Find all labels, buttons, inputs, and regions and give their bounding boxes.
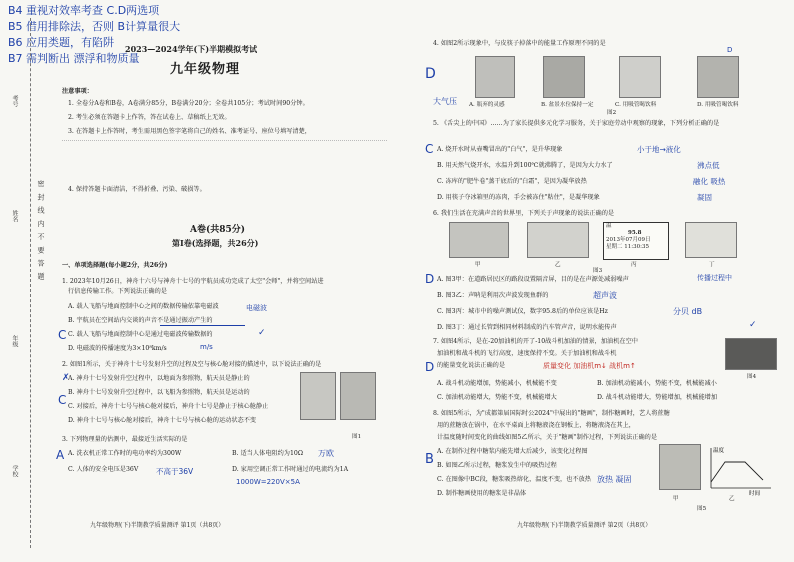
q2-option-b: B. 神舟十七号发射升空过程中，以飞船为参照物，航天员是运动的: [68, 389, 250, 396]
q1-option-b: B. 宇航员在空间站内交谈的声音不是通过振动产生的: [68, 317, 213, 324]
note-2: 2. 考生必须在答题卡上作答，答在试卷上、草稿纸上无效。: [68, 114, 231, 121]
chart-x-label: 时间: [749, 491, 761, 496]
q5-option-b: B. 用天然气烧开水，水温升到100℃就沸腾了，是因为大力水了: [437, 162, 613, 169]
subject-title: 九年级物理: [170, 62, 241, 77]
label-xingming: 姓名: [11, 210, 18, 222]
footer-right: 九年级物理(下)半期教学质量测评 第2页（共8页）: [517, 522, 652, 529]
q5-note-2: 沸点低: [697, 161, 720, 170]
q5-note-4: 凝固: [697, 193, 712, 202]
q3-stem: 3. 下列物理量的估测中，最接近生活实际的是: [62, 436, 188, 443]
q4-option-b: B. 盆景水位保持一定: [541, 102, 594, 108]
fig3-label-b: 乙: [555, 262, 561, 268]
q4-answer: D: [425, 66, 436, 82]
q7-answer: D: [425, 360, 435, 374]
q8-stem: 8. 如图5所示，为"成都第届国际时公2024"中展出的"糖画"，制作糖画时，艺人将蔗糖: [433, 410, 670, 417]
q8-option-d: D. 制作糖画使用的糖浆是非晶体: [437, 490, 527, 497]
fig3-label-d: 丁: [709, 262, 715, 268]
fig5-caption: 图5: [697, 506, 707, 512]
fig2-suction: [619, 56, 661, 98]
meter-line-4: 星期二 11:30:35: [606, 244, 649, 250]
q6-stem: 6. 我们生活在充满声音的世界里，下列关于声现象的说法正确的是: [433, 210, 615, 217]
q7-option-c: C. 加油机动能增大，势能不变，机械能增大: [437, 394, 557, 401]
chart-title: 温度: [713, 448, 725, 454]
fig2-straw: [697, 56, 739, 98]
fig3-barrier: [449, 222, 509, 258]
q6-option-b: B. 图3乙：声呐是利用次声波发现鱼群的: [437, 292, 549, 299]
q8-option-c: C. 在图像中BC段，糖浆吸热熔化，温度不变，也不放热: [437, 476, 591, 483]
q2-option-d: D. 神舟十七号与核心舱对接后，神舟十七号与核心舱的运动状态不变: [68, 417, 257, 424]
cross-mark: ✗: [62, 373, 70, 383]
q3-note-c: 不高于36V: [156, 467, 194, 476]
q2-stem: 2. 如图1所示，关于神舟十七号发射升空的过程及空与核心舱对接的描述中，以下说法正确的是: [62, 361, 322, 368]
q1-underline: [160, 325, 245, 326]
q6-note-c: 分贝 dB: [673, 307, 703, 316]
check-mark: ✓: [258, 328, 266, 338]
section-a-title: A卷(共85分): [190, 225, 246, 235]
fig3-pipe: [685, 222, 737, 258]
q5-answer: C: [425, 142, 434, 156]
q1-option-d: D. 电磁波的传播速度为3×10⁸km/s: [68, 345, 167, 352]
q5-option-d: D. 用筷子夺冰箱里的冻肉，手会被冻住"粘住"，是凝华现象: [437, 194, 600, 201]
fig2-caption: 图2: [607, 110, 617, 116]
check-mark: ✓: [749, 320, 757, 330]
q5-note-3: 融化 吸热: [693, 177, 726, 186]
fig4-caption: 图4: [747, 374, 757, 380]
q4-note-d: D: [727, 46, 733, 54]
q7-stem: 7. 如图4所示，是在-20加油机的开了-10战斗机加油的情景，加油机在空中: [433, 338, 638, 345]
meter-line-3: 2013年07月09日: [606, 237, 651, 243]
figure-rocket: [300, 372, 336, 420]
q7-option-b: B. 加油机动能减小，势能不变，机械能减小: [597, 380, 717, 387]
handwritten-note-4: B7 需判断出 漂浮和物质量: [8, 52, 140, 65]
q4-option-d: D. 用吸管喝饮料: [697, 102, 739, 108]
figure-station: [340, 372, 376, 420]
q8-note: 放热 凝固: [597, 475, 632, 484]
q2-answer: C: [58, 393, 67, 407]
fig3-ship: [527, 222, 589, 258]
q3-option-b: B. 适当人体电阻约为10Ω: [232, 450, 303, 457]
seal-text: 密 封 线 内 不 要 答 题: [37, 180, 45, 282]
q7-option-a: A. 战斗机动能增加，势能减小，机械能不变: [437, 380, 557, 387]
page-right: [397, 0, 794, 562]
label-kaohao: 考号: [11, 95, 18, 107]
q7-stem2: 加油机和战斗机的飞行高度，速度保持不变。关于加油机和战斗机: [437, 350, 617, 357]
handwritten-note-3: B6 应用类题，有陷阱: [8, 36, 115, 49]
fig3-caption: 图3: [593, 268, 603, 274]
q5-note-1: 小于地→液化: [637, 145, 681, 154]
q1-stem: 1. 2023年10月26日，神舟十六号与神舟十七号的宇航员成功完成了太空"会师"，并将空间站进: [62, 278, 324, 285]
q5-option-a: A. 烧开水时从壶嘴冒出的"白气"，是升华现象: [437, 146, 563, 153]
q8-option-a: A. 在制作过程中糖浆内能先增大后减少，该变化过程图: [437, 448, 588, 455]
q1-note-1: 电磁波: [246, 304, 267, 312]
q8-stem2: 用的蔗糖放在锅中，在水平桌面上将糖液浇在钢板上，将糖液浇在其上，: [437, 422, 635, 429]
q6-answer: D: [425, 272, 435, 286]
q5-option-c: C. 冻库的"肥牛卷"蒸干底后的"白霜"，是因为凝华放热: [437, 178, 587, 185]
q4-stem: 4. 如图2所示现象中，与皮筷子掉落中的能量工作原理不同的是: [433, 40, 606, 47]
part1-title: 第Ⅰ卷(选择题，共26分): [172, 238, 259, 248]
q3-note-d: 1000W=220V×5A: [236, 478, 300, 486]
fig2-bottle: [475, 56, 515, 98]
fig5-label-a: 甲: [673, 496, 679, 502]
q4-option-c: C. 用吸管喝饮料: [615, 102, 657, 108]
handwritten-note-1: B4 重视对效率考查 C.D两选项: [8, 4, 160, 17]
q6-note-a: 传播过程中: [697, 274, 732, 282]
q7-note: 质量变化 加油机m↓ 战机m↑: [543, 362, 636, 370]
note-4: 4. 保持答题卡面清洁，不得折叠、污染、破损等。: [68, 186, 206, 193]
q4-option-a: A. 瓶弃的灵感: [469, 102, 505, 108]
note-1: 1. 全卷分A卷和B卷，A卷满分85分，B卷满分20分；全卷共105分；考试时间90分钟。: [68, 100, 309, 107]
q7-stem3: 的能量变化说法正确的是: [437, 362, 506, 369]
label-xuexiao: 学校: [11, 465, 18, 477]
q8-option-b: B. 如图乙所示过程，糖浆发生中的吸热过程: [437, 462, 557, 469]
q1-note-2: m/s: [200, 343, 213, 351]
fig3-label-c: 丙: [631, 262, 637, 268]
meter-line-2: 95.8: [628, 230, 642, 236]
fig3-noise-meter: [603, 222, 669, 260]
handwritten-note-2: B5 借用排除法，否则 B计算量很大: [8, 20, 181, 33]
q5-stem: 5. 《舌尖上的中国》……为了家长提供多元化学习服务，关于家庭劳动中观察的现象，下列分析正确的是: [433, 120, 720, 127]
q1-option-a: A. 载人飞船与地面控制中心之间的数据传输依靠电磁波: [68, 303, 219, 310]
note-3: 3. 在答题卡上作答时，考生需用黑色签字笔将自己的姓名、准考证号、座位号填写清楚，: [68, 128, 311, 135]
q1-stem2: 行信息传输工作。下列说法正确的是: [68, 288, 167, 295]
q6-option-d: D. 图3丁：通过长管到相同材料制成的汽车管声音，说明水能传声: [437, 324, 617, 331]
chart-curve: [711, 462, 763, 482]
q2-option-a: A. 神舟十七号发射升空过程中，以地面为参照物，航天员是静止的: [68, 375, 250, 382]
footer-left: 九年级物理(下)半期教学质量测评 第1页（共8页）: [90, 522, 225, 529]
q1-option-c: C. 载人飞船与地面控制中心是通过电磁波传输数据的: [68, 331, 213, 338]
q1-answer: C: [58, 328, 67, 342]
exam-year-title: 2023—2024学年(下)半期模拟考试: [125, 44, 258, 54]
q6-option-c: C. 图3丙：城市中的噪声测试仪，数字95.8后的单位应该是Hz: [437, 308, 608, 315]
q3-note-b: 万欧: [318, 449, 334, 458]
fig4-planes: [725, 338, 777, 370]
q3-answer: A: [56, 448, 65, 462]
fig5-label-b: 乙: [729, 496, 735, 502]
mc-heading: 一、单项选择题(每小题2分，共26分): [62, 262, 168, 269]
q3-option-a: A. 洗衣机正常工作时的电功率约为300W: [68, 450, 182, 457]
fig2-pot: [543, 56, 585, 98]
q3-option-c: C. 人体的安全电压是36V: [68, 466, 139, 473]
meter-line-1: 温: [606, 223, 612, 229]
fig3-label-a: 甲: [475, 262, 481, 268]
q3-option-d: D. 家用空调正常工作时通过的电流约为1A: [232, 466, 349, 473]
q2-option-c: C. 对接后，神舟十七号与核心舱对接后，神舟十七号是静止于核心舱静止: [68, 403, 269, 410]
fig5-temperature-chart: [703, 444, 775, 496]
q8-stem3: 计温度随时间变化的曲线如图5乙所示，关于"糖画"制作过程，下列说法正确的是: [437, 434, 658, 441]
q8-answer: B: [425, 452, 434, 467]
q6-note-b: 超声波: [593, 291, 617, 300]
fig1-caption: 图1: [352, 434, 362, 440]
notes-heading: 注意事项：: [62, 88, 93, 95]
fig5-sugar-painting: [659, 444, 701, 490]
q6-option-a: A. 图3甲：在道路居民区的路段设置隔音屏，目的是在声源处减弱噪声: [437, 276, 629, 283]
label-banji: 年级: [11, 335, 18, 347]
binding-line: [30, 18, 31, 548]
q4-note-a: 大气压: [433, 97, 457, 106]
q7-option-d: D. 战斗机动能增大，势能增加，机械能增加: [597, 394, 718, 401]
